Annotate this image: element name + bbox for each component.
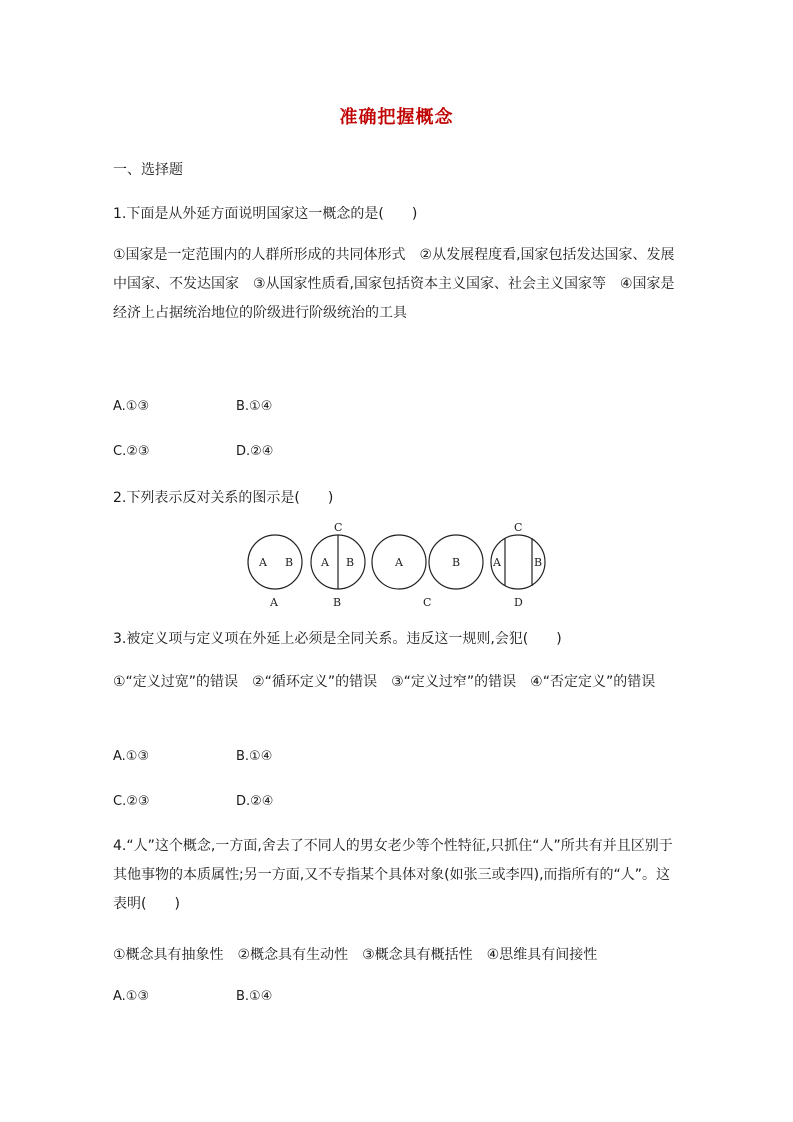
- diagram-c-label-a: A: [395, 556, 403, 569]
- question-4-stem: 4.“人”这个概念,一方面,舍去了不同人的男女老少等个性特征,只抓住“人”所共有并且区别于其他事物的本质属性;另一方面,又不专指某个具体对象(如张三或李四),而指所有的“人”。这表明( ): [113, 838, 673, 912]
- relation-diagrams: [240, 520, 560, 612]
- question-3-stem: 3.被定义项与定义项在外延上必须是全同关系。违反这一规则,会犯( ): [113, 631, 562, 647]
- question-1-option-c[interactable]: C.②③: [113, 444, 150, 459]
- diagram-caption-a[interactable]: A: [270, 596, 278, 609]
- question-1-option-a[interactable]: A.①③: [113, 399, 150, 414]
- question-1-option-b[interactable]: B.①④: [236, 399, 273, 414]
- diagram-d-label-b: B: [534, 556, 543, 569]
- question-3-statements: ①“定义过宽”的错误 ②“循环定义”的错误 ③“定义过窄”的错误 ④“否定定义”的错误: [113, 674, 656, 690]
- diagram-c-label-b: B: [452, 556, 461, 569]
- diagram-caption-d[interactable]: D: [514, 596, 523, 609]
- question-4-statements: ①概念具有抽象性 ②概念具有生动性 ③概念具有概括性 ④思维具有间接性: [113, 947, 598, 963]
- question-1-statements: ①国家是一定范围内的人群所形成的共同体形式 ②从发展程度看,国家包括发达国家、发展中国家、不发达国家 ③从国家性质看,国家包括资本主义国家、社会主义国家等 ④国家是经济上占据统治地位的阶级进行阶级统治的工具: [113, 247, 675, 321]
- diagram-a-label-b: B: [285, 556, 294, 569]
- diagram-a-circle: [248, 535, 302, 589]
- question-1-stem: 1.下面是从外延方面说明国家这一概念的是( ): [113, 206, 418, 222]
- question-3-option-c[interactable]: C.②③: [113, 794, 150, 809]
- diagram-a-label-a: A: [259, 556, 267, 569]
- diagram-d-label-c: C: [514, 521, 523, 534]
- diagram-caption-c[interactable]: C: [423, 596, 432, 609]
- question-2-stem: 2.下列表示反对关系的图示是( ): [113, 490, 334, 506]
- section-heading: 一、选择题: [113, 162, 183, 178]
- diagram-caption-b[interactable]: B: [333, 596, 342, 609]
- question-4-option-a[interactable]: A.①③: [113, 989, 150, 1004]
- diagram-b-label-b: B: [346, 556, 355, 569]
- question-4-option-b[interactable]: B.①④: [236, 989, 273, 1004]
- question-3-option-d[interactable]: D.②④: [236, 794, 274, 809]
- question-3-option-a[interactable]: A.①③: [113, 749, 150, 764]
- page-title: 准确把握概念: [339, 107, 454, 128]
- question-1-option-d[interactable]: D.②④: [236, 444, 274, 459]
- diagram-b-label-a: A: [321, 556, 329, 569]
- diagram-b-label-c: C: [334, 521, 343, 534]
- diagram-d-label-a: A: [493, 556, 501, 569]
- question-3-option-b[interactable]: B.①④: [236, 749, 273, 764]
